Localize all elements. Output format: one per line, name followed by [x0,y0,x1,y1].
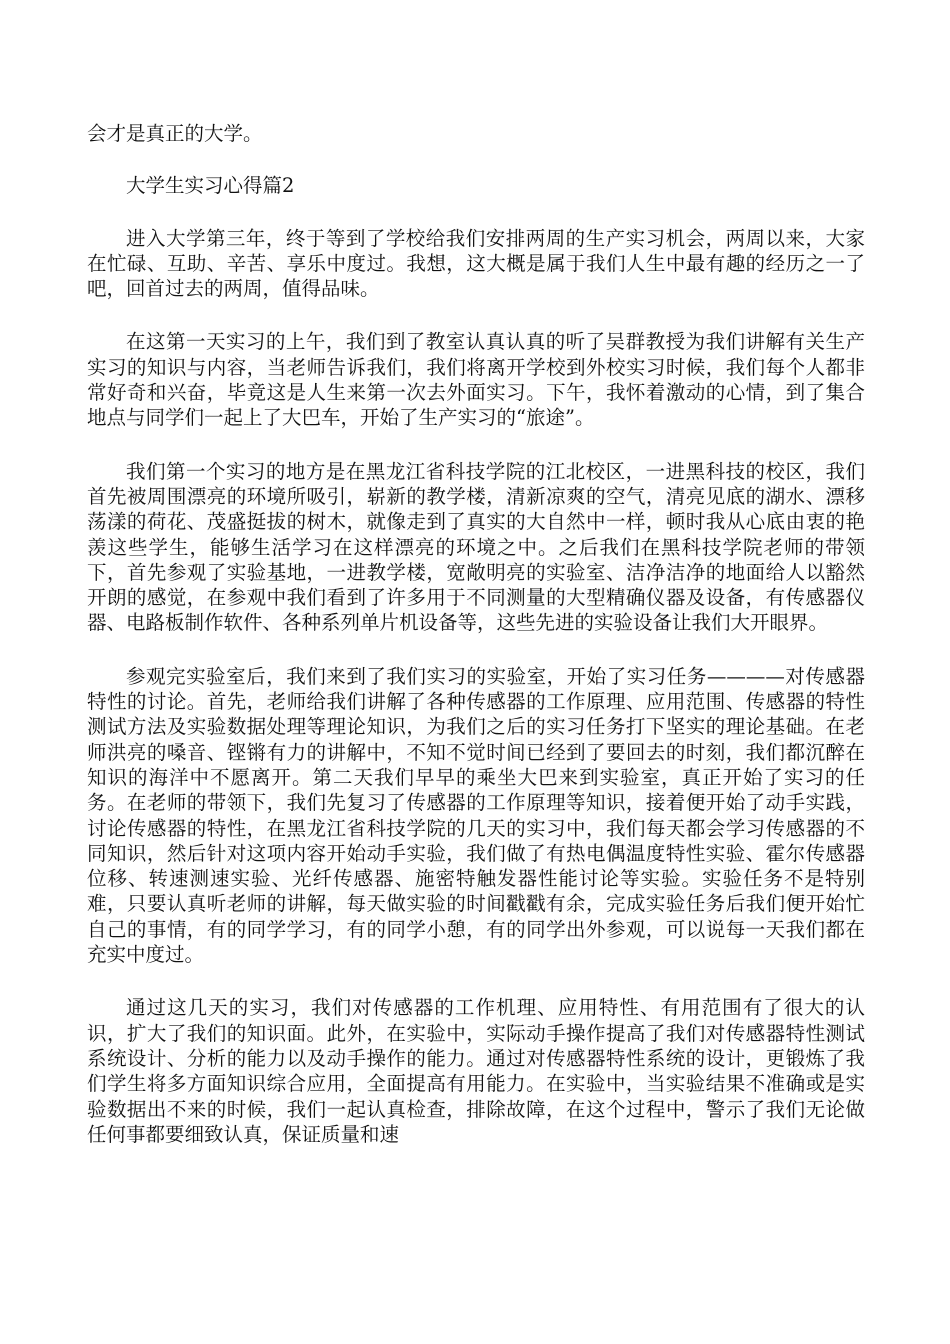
paragraph-2: 在这第一天实习的上午，我们到了教室认真认真的听了吴群教授为我们讲解有关生产实习的知识与内容，当老师告诉我们，我们将离开学校到外校实习时候，我们每个人都非常好奇和兴奋，毕竟这是人生来第一次去外面实习。下午，我怀着激动的心情，到了集合地点与同学们一起上了大巴车，开始了生产实习的“旅途”。 [87,330,865,430]
paragraph-5: 通过这几天的实习，我们对传感器的工作机理、应用特性、有用范围有了很大的认识，扩大了我们的知识面。此外，在实验中，实际动手操作提高了我们对传感器特性测试系统设计、分析的能力以及动手操作的能力。通过对传感器特性系统的设计，更锻炼了我们学生将多方面知识综合应用，全面提高有用能力。在实验中，当实验结果不准确或是实验数据出不来的时候，我们一起认真检查，排除故障，在这个过程中，警示了我们无论做任何事都要细致认真，保证质量和速 [87,996,865,1146]
document-page [87,121,865,1147]
paragraph-4: 参观完实验室后，我们来到了我们实习的实验室，开始了实习任务————对传感器特性的讨论。首先，老师给我们讲解了各种传感器的工作原理、应用范围、传感器的特性测试方法及实验数据处理等理论知识，为我们之后的实习任务打下坚实的理论基础。在老师洪亮的嗓音、铿锵有力的讲解中，不知不觉时间已经到了要回去的时刻，我们都沉醉在知识的海洋中不愿离开。第二天我们早早的乘坐大巴来到实验室，真正开始了实习的任务。在老师的带领下，我们先复习了传感器的工作原理等知识，接着便开始了动手实践，讨论传感器的特性，在黑龙江省科技学院的几天的实习中，我们每天都会学习传感器的不同知识，然后针对这项内容开始动手实验，我们做了有热电偶温度特性实验、霍尔传感器位移、转速测速实验、光纤传感器、施密特触发器性能讨论等实验。实验任务不是特别难，只要认真听老师的讲解，每天做实验的时间戳戳有余，完成实验任务后我们便开始忙自己的事情，有的同学学习，有的同学小憩，有的同学出外参观，可以说每一天我们都在充实中度过。 [87,664,865,967]
continuation-text: 会才是真正的大学。 [87,122,263,145]
paragraph-1: 进入大学第三年，终于等到了学校给我们安排两周的生产实习机会，两周以来，大家在忙碌、互助、辛苦、享乐中度过。我想，这大概是属于我们人生中最有趣的经历之一了吧，回首过去的两周，值得品味。 [87,226,865,301]
paragraph-3: 我们第一个实习的地方是在黑龙江省科技学院的江北校区，一进黑科技的校区，我们首先被周围漂亮的环境所吸引，崭新的教学楼，清新凉爽的空气，清亮见底的湖水、漂移荡漾的荷花、茂盛挺拔的树木，就像走到了真实的大自然中一样，顿时我从心底由衷的艳羡这些学生，能够生活学习在这样漂亮的环境之中。之后我们在黑科技学院老师的带领下，首先参观了实验基地，一进教学楼，宽敞明亮的实验室、洁净洁净的地面给人以豁然开朗的感觉，在参观中我们看到了许多用于不同测量的大型精确仪器及设备，有传感器仪器、电路板制作软件、各种系列单片机设备等，这些先进的实验设备让我们大开眼界。 [87,459,865,635]
section-title: 大学生实习心得篇2 [126,174,295,198]
